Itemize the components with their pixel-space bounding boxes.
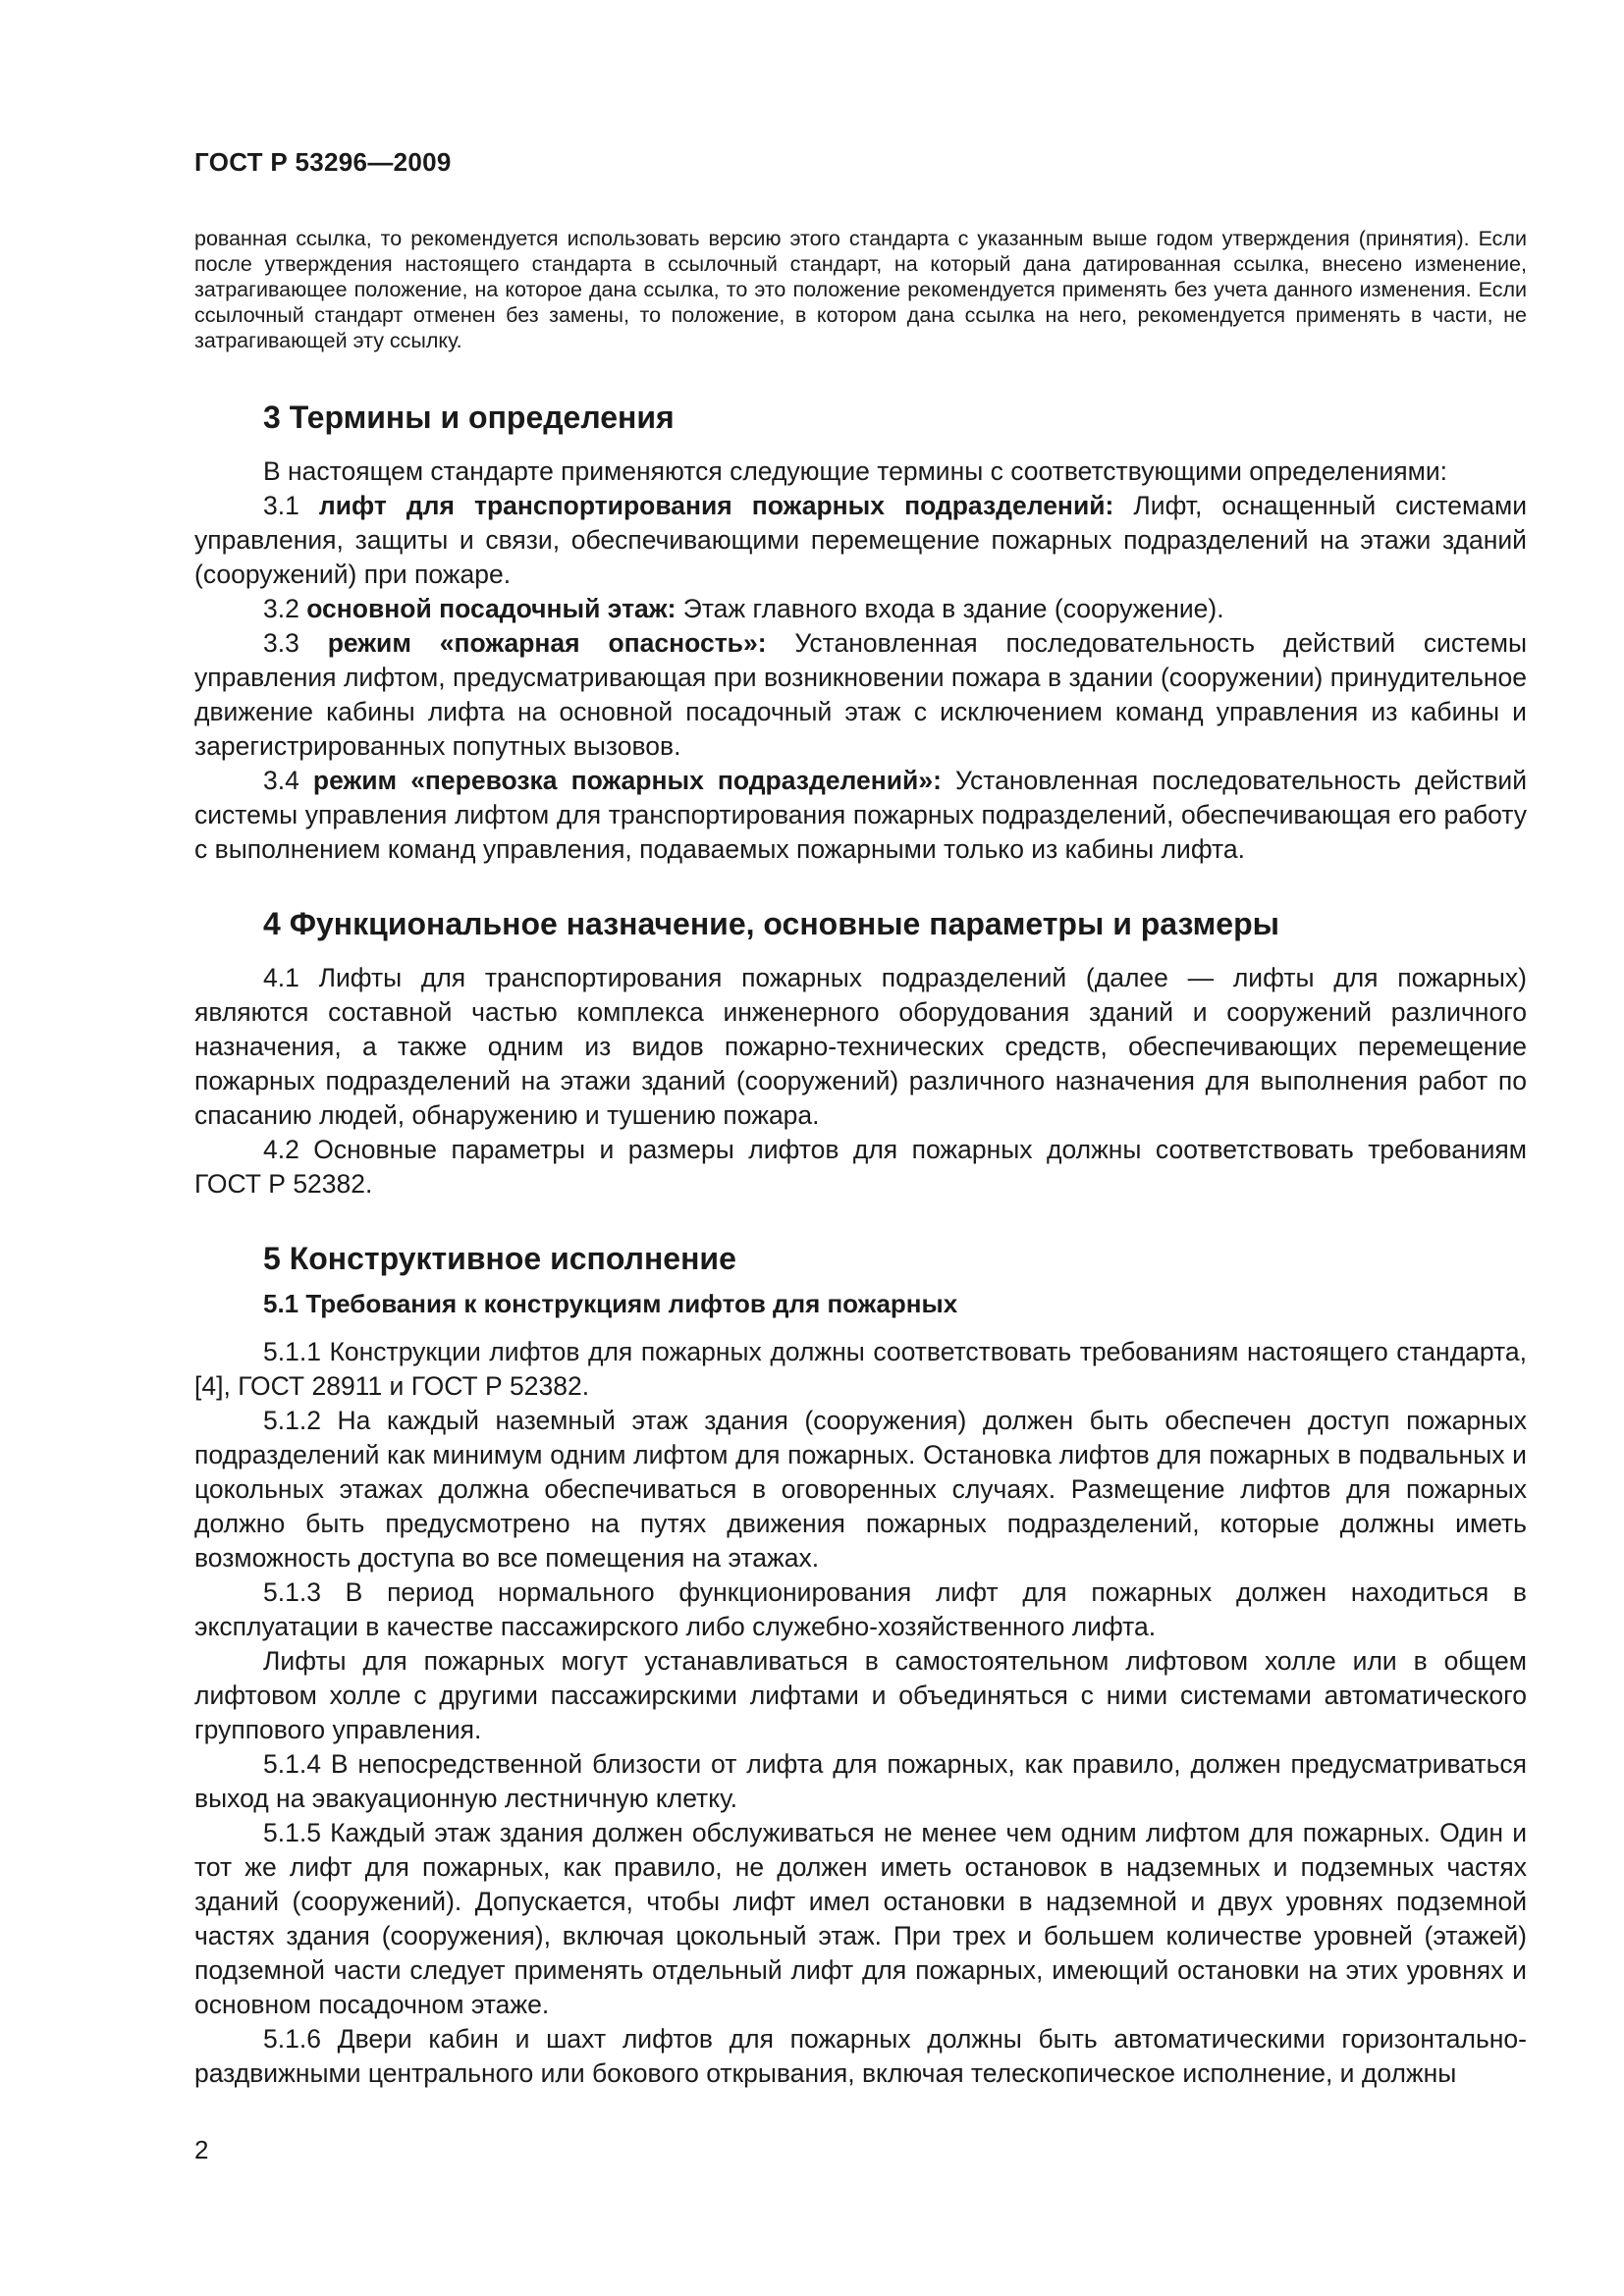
term-3-3 xyxy=(194,626,1527,764)
clause-4-1: 4.1 Лифты для транспортирования пожарных подразделений (далее — лифты для пожарных) являются составной частью комплекса инженерного оборудования зданий и сооружений различного назначения, а также одним из видов пожарно-технических средств, обеспечивающих перемещение пожарных подразделений на этажи зданий (сооружений) различного назначения для выполнения работ по спасанию людей, обнаружению и тушению пожара. xyxy=(194,963,1527,1130)
clause-5-1-4: 5.1.4 В непосредственной близости от лифта для пожарных, как правило, должен предусматриваться выход на эвакуационную лестничную клетку. xyxy=(194,1749,1527,1813)
term-definition: Этаж главного входа в здание (сооружение). xyxy=(676,594,1224,623)
term-number: 3.4 xyxy=(263,766,313,795)
continuation-paragraph: рованная ссылка, то рекомендуется использовать версию этого стандарта с указанным выше годом утверждения (принятия). Если после утверждения настоящего стандарта в ссылочный стандарт, на который дана датированная ссылка, внесено изменение, затрагивающее положение, на которое дана ссылка, то это положение рекомендуется применять без учета данного изменения. Если ссылочный стандарт отменен без замены, то положение, в котором дана ссылка на него, рекомендуется применять в части, не затрагивающей эту ссылку. xyxy=(194,227,1527,352)
clause-5-1-3: 5.1.3 В период нормального функционирования лифт для пожарных должен находиться в эксплуатации в качестве пассажирского либо служебно-хозяйственного лифта. xyxy=(194,1577,1527,1641)
term-number: 3.1 xyxy=(263,491,319,520)
term-definition: Установленная последовательность действий системы управления лифтом для транспортирования пожарных подразделений, обеспечивающая его работу с выполнением команд управления, подаваемых пожарными только из кабины лифта. xyxy=(194,766,1528,864)
clause-5-1-6: 5.1.6 Двери кабин и шахт лифтов для пожарных должны быть автоматическими горизонтально-раздвижными центрального или бокового открывания, включая телескопическое исполнение, и должны xyxy=(194,2024,1527,2088)
term-3-1 xyxy=(194,489,1527,592)
term-number: 3.2 xyxy=(263,594,307,623)
clause-4-2: 4.2 Основные параметры и размеры лифтов для пожарных должны соответствовать требованиям ГОСТ Р 52382. xyxy=(194,1135,1527,1199)
term-name: режим «перевозка пожарных подразделений»: xyxy=(312,766,942,795)
section-3-body xyxy=(194,454,1527,867)
document-body xyxy=(194,226,1527,2091)
term-number: 3.3 xyxy=(263,628,328,658)
term-3-2 xyxy=(194,592,1527,626)
section-4-body xyxy=(194,961,1527,1201)
subsection-5-1-title: 5.1 Требования к конструкциям лифтов для пожарных xyxy=(263,1289,958,1318)
section-5-body xyxy=(194,1335,1527,2091)
term-name: лифт для транспортирования пожарных подразделений: xyxy=(318,491,1114,520)
term-definition: Лифт, оснащенный системами управления, защиты и связи, обеспечивающими перемещение пожарных подразделений на этажи зданий (сооружений) при пожаре. xyxy=(194,491,1528,589)
term-3-4 xyxy=(194,764,1527,867)
clause-5-1-3-continued: Лифты для пожарных могут устанавливаться в самостоятельном лифтовом холле или в общем лифтовом холле с другими пассажирскими лифтами и объединяться с ними системами автоматического группового управления. xyxy=(194,1646,1527,1744)
document-header: ГОСТ Р 53296—2009 xyxy=(194,147,452,177)
clause-5-1-2: 5.1.2 На каждый наземный этаж здания (сооружения) должен быть обеспечен доступ пожарных подразделений как минимум одним лифтом для пожарных. Остановка лифтов для пожарных в подвальных и цокольных этажах должна обеспечиваться в оговоренных случаях. Размещение лифтов для пожарных должно быть предусмотрено на путях движения пожарных подразделений, которые должны иметь возможность доступа во все помещения на этажах. xyxy=(194,1406,1527,1573)
section-4-title: 4 Функциональное назначение, основные параметры и размеры xyxy=(263,906,1279,941)
clause-5-1-5: 5.1.5 Каждый этаж здания должен обслуживаться не менее чем одним лифтом для пожарных. Один и тот же лифт для пожарных, как правило, не должен иметь остановок в надземных и подземных частях зданий (сооружений). Допускается, чтобы лифт имел остановки в надземной и двух уровнях подземной частях здания (сооружения), включая цокольный этаж. При трех и большем количестве уровней (этажей) подземной части следует применять отдельный лифт для пожарных, имеющий остановки на этих уровнях и основном посадочном этаже. xyxy=(194,1818,1527,2019)
term-name: основной посадочный этаж: xyxy=(306,594,677,623)
page-number: 2 xyxy=(194,2135,209,2164)
term-name: режим «пожарная опасность»: xyxy=(327,628,767,658)
section-5-title: 5 Конструктивное исполнение xyxy=(263,1241,736,1276)
clause-5-1-1: 5.1.1 Конструкции лифтов для пожарных должны соответствовать требованиям настоящего стандарта, [4], ГОСТ 28911 и ГОСТ Р 52382. xyxy=(194,1337,1527,1401)
term-definition: Установленная последовательность действий системы управления лифтом, предусматривающая при возникновении пожара в здании (сооружении) принудительное движение кабины лифта на основной посадочный этаж с исключением команд управления из кабины и зарегистрированных попутных вызовов. xyxy=(194,628,1528,761)
section-3-title: 3 Термины и определения xyxy=(263,400,675,435)
section-3-intro: В настоящем стандарте применяются следующие термины с соответствующими определениями: xyxy=(263,456,1447,486)
